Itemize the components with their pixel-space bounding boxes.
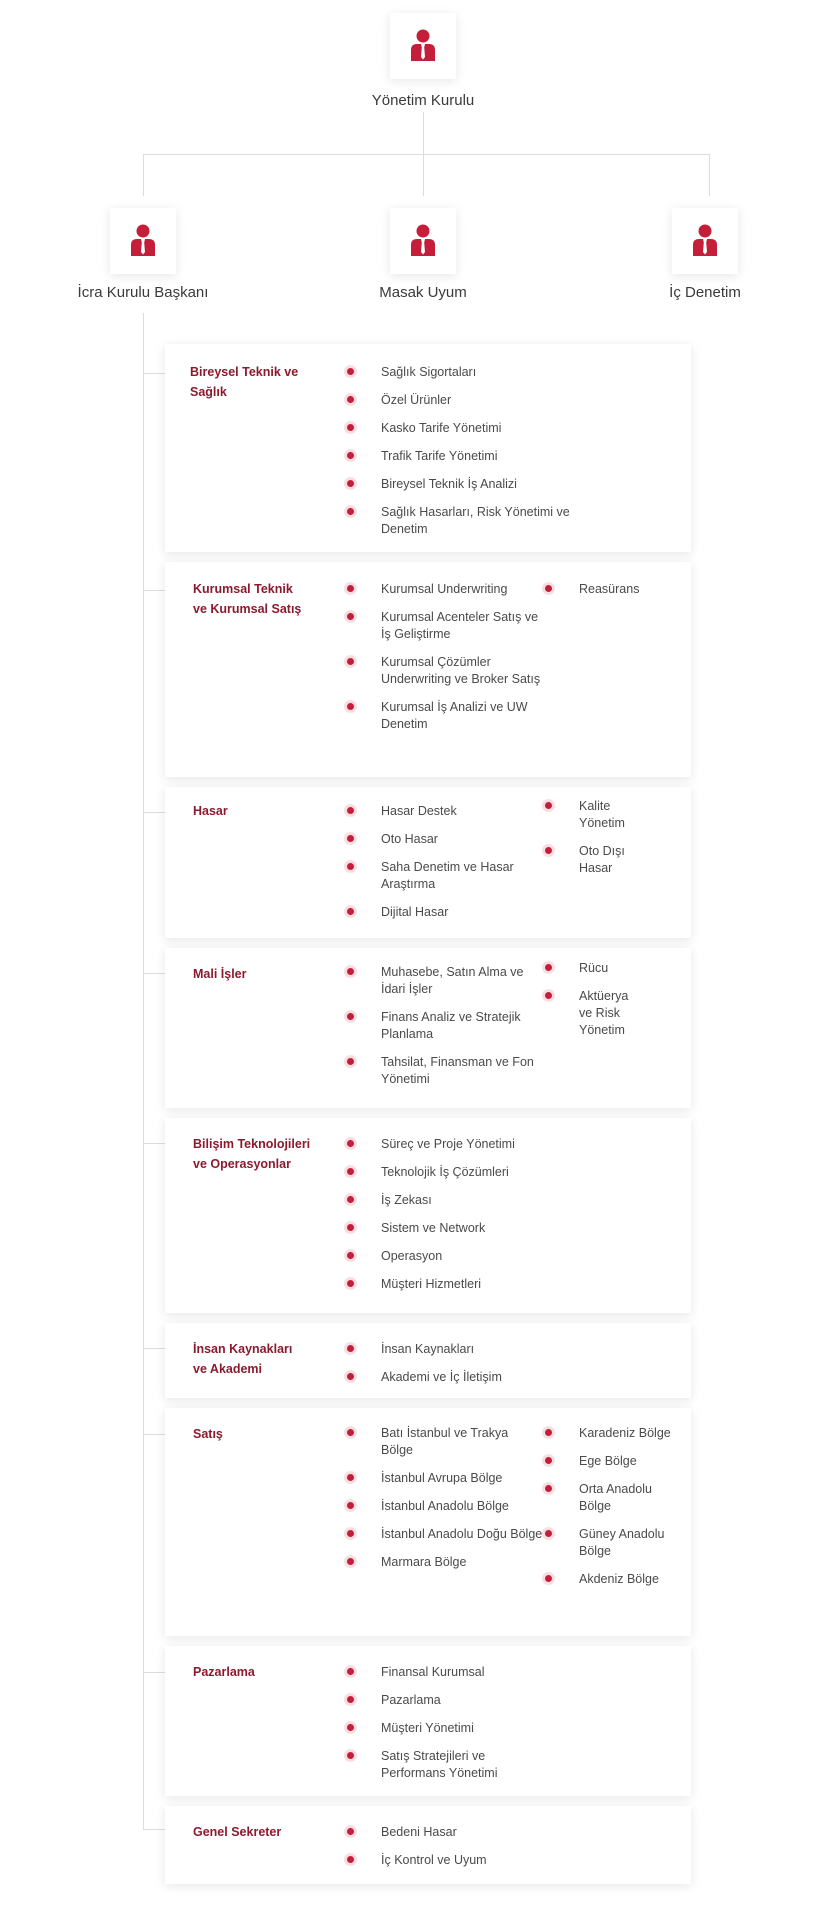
unit-card-hasar (165, 787, 691, 938)
executive-label: İcra Kurulu Başkanı (77, 284, 209, 301)
connector-horizontal (143, 154, 710, 155)
unit-title: Bireysel Teknik ve Sağlık (190, 365, 299, 399)
unit-card-bilisim (165, 1118, 691, 1313)
unit-title: Bilişim Teknolojileri ve Operasyonlar (193, 1137, 311, 1171)
list-item: Kalite Yönetim (545, 798, 633, 832)
list-item: Müşteri Yönetimi (347, 1720, 543, 1737)
bullet-dot-icon (347, 424, 354, 431)
unit-title: İnsan Kaynakları ve Akademi (193, 1342, 293, 1376)
unit-card-mali-isler (165, 948, 691, 1108)
board-label: Yönetim Kurulu (371, 92, 475, 109)
bullet-dot-icon (347, 1828, 354, 1835)
person-icon (410, 29, 436, 63)
unit-list (347, 964, 543, 1099)
card-connector (143, 1143, 165, 1144)
bullet-dot-icon (347, 1252, 354, 1259)
masak-label: Masak Uyum (379, 284, 467, 301)
unit-list (347, 1136, 577, 1304)
unit-title: Kurumsal Teknik ve Kurumsal Satış (193, 582, 302, 616)
bullet-dot-icon (347, 1502, 354, 1509)
list-item: Bireysel Teknik İş Analizi (347, 476, 577, 493)
list-item: Oto Dışı Hasar (545, 843, 633, 877)
bullet-dot-icon (347, 863, 354, 870)
list-item: Oto Hasar (347, 831, 543, 848)
bullet-dot-icon (347, 613, 354, 620)
bullet-dot-icon (347, 1058, 354, 1065)
unit-list (347, 1824, 577, 1880)
bullet-dot-icon (347, 1224, 354, 1231)
unit-title: Mali İşler (193, 967, 247, 981)
card-connector (143, 1348, 165, 1349)
bullet-dot-icon (347, 1280, 354, 1287)
masak-node-icon-box (390, 208, 456, 274)
bullet-dot-icon (347, 508, 354, 515)
unit-title: Genel Sekreter (193, 1825, 282, 1839)
unit-list (347, 803, 543, 932)
unit-list (347, 364, 577, 549)
unit-title: Hasar (193, 804, 228, 818)
list-item: Teknolojik İş Çözümleri (347, 1164, 577, 1181)
list-item: Akademi ve İç İletişim (347, 1369, 577, 1386)
list-item: Rücu (545, 960, 633, 977)
bullet-dot-icon (347, 396, 354, 403)
unit-title: Satış (193, 1427, 223, 1441)
bullet-dot-icon (347, 1429, 354, 1436)
bullet-dot-icon (545, 1575, 552, 1582)
list-item: Akdeniz Bölge (545, 1571, 685, 1588)
bullet-dot-icon (347, 835, 354, 842)
list-item: Reasürans (545, 581, 685, 598)
list-item: Sağlık Hasarları, Risk Yönetimi ve Denetim (347, 504, 577, 538)
board-node-icon-box (390, 13, 456, 79)
unit-card-bireysel (165, 344, 691, 552)
list-item: Trafik Tarife Yönetimi (347, 448, 577, 465)
unit-card-satis (165, 1408, 691, 1636)
list-item: Kurumsal İş Analizi ve UW Denetim (347, 699, 543, 733)
audit-node-icon-box (672, 208, 738, 274)
unit-list-secondary (545, 960, 633, 1050)
bullet-dot-icon (347, 1752, 354, 1759)
bullet-dot-icon (347, 1856, 354, 1863)
bullet-dot-icon (347, 807, 354, 814)
bullet-dot-icon (347, 1530, 354, 1537)
unit-list (347, 1341, 577, 1397)
person-icon (692, 224, 718, 258)
bullet-dot-icon (347, 1373, 354, 1380)
unit-card-insan-kaynaklari (165, 1323, 691, 1398)
list-item: Aktüerya ve Risk Yönetim (545, 988, 633, 1039)
bullet-dot-icon (545, 992, 552, 999)
card-connector (143, 373, 165, 374)
person-icon (410, 224, 436, 258)
list-item: Operasyon (347, 1248, 577, 1265)
bullet-dot-icon (347, 1168, 354, 1175)
bullet-dot-icon (347, 1140, 354, 1147)
bullet-dot-icon (545, 1485, 552, 1492)
bullet-dot-icon (347, 480, 354, 487)
unit-list-secondary (545, 1425, 685, 1599)
list-item: İstanbul Anadolu Bölge (347, 1498, 543, 1515)
bullet-dot-icon (347, 1345, 354, 1352)
list-item: Müşteri Hizmetleri (347, 1276, 577, 1293)
unit-card-genel-sekreter (165, 1806, 691, 1884)
list-item: Kurumsal Underwriting (347, 581, 543, 598)
connector-top-vertical (423, 112, 424, 154)
list-item: Satış Stratejileri ve Performans Yönetimi (347, 1748, 543, 1782)
unit-list (347, 1425, 543, 1582)
bullet-dot-icon (545, 847, 552, 854)
list-item: İş Zekası (347, 1192, 577, 1209)
bullet-dot-icon (347, 585, 354, 592)
card-connector (143, 1829, 165, 1830)
list-item: Finansal Kurumsal (347, 1664, 543, 1681)
list-item: Dijital Hasar (347, 904, 543, 921)
list-item: Marmara Bölge (347, 1554, 543, 1571)
list-item: Kurumsal Çözümler Underwriting ve Broker Satış (347, 654, 543, 688)
bullet-dot-icon (347, 1724, 354, 1731)
list-item: Batı İstanbul ve Trakya Bölge (347, 1425, 543, 1459)
bullet-dot-icon (347, 703, 354, 710)
list-item: Sağlık Sigortaları (347, 364, 577, 381)
bullet-dot-icon (545, 585, 552, 592)
list-item: Hasar Destek (347, 803, 543, 820)
card-connector (143, 590, 165, 591)
unit-list-secondary (545, 581, 685, 609)
card-connector (143, 1434, 165, 1435)
bullet-dot-icon (347, 908, 354, 915)
unit-list (347, 1664, 543, 1793)
connector-spine (143, 313, 144, 1829)
list-item: Süreç ve Proje Yönetimi (347, 1136, 577, 1153)
unit-list (347, 581, 543, 744)
unit-card-pazarlama (165, 1646, 691, 1796)
list-item: Pazarlama (347, 1692, 543, 1709)
list-item: Karadeniz Bölge (545, 1425, 685, 1442)
audit-label: İç Denetim (669, 284, 741, 301)
executive-node-icon-box (110, 208, 176, 274)
list-item: İstanbul Avrupa Bölge (347, 1470, 543, 1487)
bullet-dot-icon (347, 1013, 354, 1020)
list-item: Ege Bölge (545, 1453, 685, 1470)
list-item: İnsan Kaynakları (347, 1341, 577, 1358)
list-item: Orta Anadolu Bölge (545, 1481, 685, 1515)
list-item: İstanbul Anadolu Doğu Bölge (347, 1526, 543, 1543)
list-item: Muhasebe, Satın Alma ve İdari İşler (347, 964, 543, 998)
bullet-dot-icon (545, 1429, 552, 1436)
unit-title: Pazarlama (193, 1665, 255, 1679)
list-item: İç Kontrol ve Uyum (347, 1852, 577, 1869)
unit-list-secondary (545, 798, 633, 888)
list-item: Tahsilat, Finansman ve Fon Yönetimi (347, 1054, 543, 1088)
bullet-dot-icon (545, 802, 552, 809)
bullet-dot-icon (545, 1530, 552, 1537)
bullet-dot-icon (347, 1668, 354, 1675)
person-icon (130, 224, 156, 258)
list-item: Bedeni Hasar (347, 1824, 577, 1841)
unit-card-kurumsal (165, 562, 691, 777)
bullet-dot-icon (545, 1457, 552, 1464)
bullet-dot-icon (347, 1558, 354, 1565)
connector-left-drop (143, 154, 144, 196)
card-connector (143, 812, 165, 813)
bullet-dot-icon (347, 968, 354, 975)
bullet-dot-icon (347, 452, 354, 459)
bullet-dot-icon (347, 368, 354, 375)
list-item: Kasko Tarife Yönetimi (347, 420, 577, 437)
bullet-dot-icon (347, 1696, 354, 1703)
list-item: Kurumsal Acenteler Satış ve İş Geliştirme (347, 609, 543, 643)
list-item: Sistem ve Network (347, 1220, 577, 1237)
bullet-dot-icon (545, 964, 552, 971)
connector-right-drop (709, 154, 710, 196)
bullet-dot-icon (347, 1474, 354, 1481)
connector-middle-drop (423, 154, 424, 196)
bullet-dot-icon (347, 658, 354, 665)
card-connector (143, 973, 165, 974)
list-item: Özel Ürünler (347, 392, 577, 409)
list-item: Finans Analiz ve Stratejik Planlama (347, 1009, 543, 1043)
list-item: Güney Anadolu Bölge (545, 1526, 685, 1560)
bullet-dot-icon (347, 1196, 354, 1203)
list-item: Saha Denetim ve Hasar Araştırma (347, 859, 543, 893)
card-connector (143, 1672, 165, 1673)
